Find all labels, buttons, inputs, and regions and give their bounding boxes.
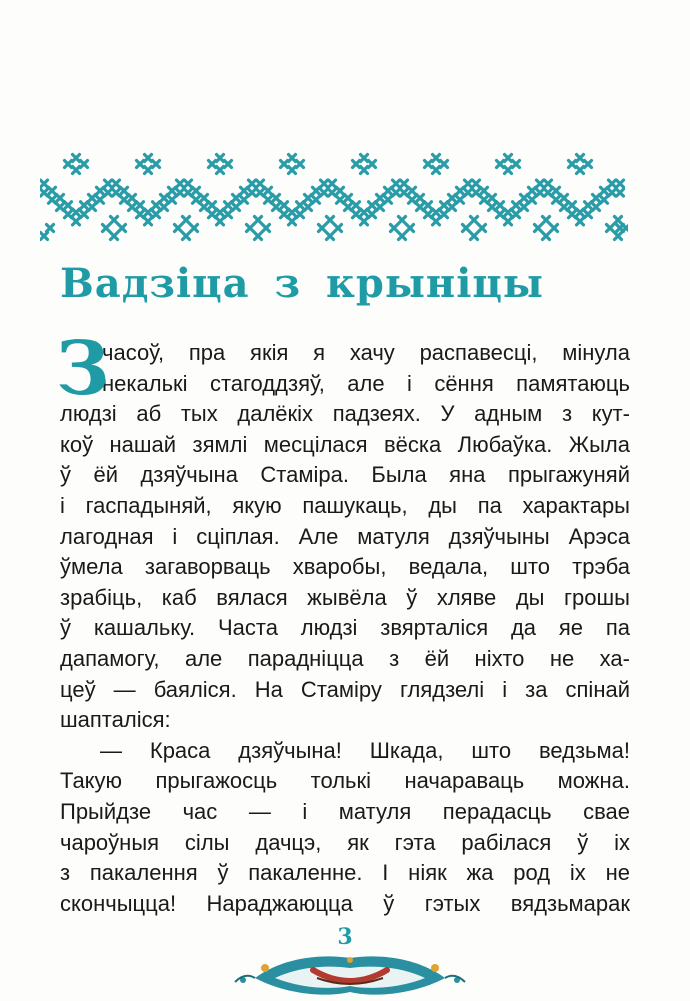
- text-line: ў ёй дзяўчына Стаміра. Была яна прыгажуняй: [60, 462, 630, 488]
- text-line: цеў — баяліся. На Стаміру глядзелі і за спінай: [60, 676, 630, 702]
- text-line: Такую прыгажосць толькі начараваць можна.: [60, 768, 630, 794]
- page-number: 3: [337, 924, 353, 950]
- text-line: чароўныя сілы дачцэ, як гэта рабілася ў іх: [60, 829, 630, 855]
- text-line: дапамогу, але парадніцца з ёй ніхто не ха-: [60, 645, 630, 671]
- text-line: зрабіць, каб вялася жывёла ў хляве ды грошы: [60, 584, 630, 610]
- text-line: і гаспадыняй, якую пашукаць, ды па характары: [60, 492, 630, 518]
- text-line: — Краса дзяўчына! Шкада, што ведзьма!: [100, 737, 630, 763]
- text-line: людзі аб тых далёкіх падзеях. У адным з кут-: [60, 401, 630, 427]
- text-line: з пакалення ў пакаленне. І ніяк жа род іх не: [60, 860, 630, 886]
- text-line: Прыйдзе час — і матуля перадасць свае: [60, 798, 630, 824]
- text-line: некалькі стагоддзяў, але і сёння памятаюць: [102, 370, 630, 396]
- drop-cap: З: [56, 326, 110, 412]
- text-line: скончыцца! Нараджаюцца ў гэтых вядзьмарак: [60, 890, 630, 916]
- text-line: часоў, пра якія я хачу распавесці, мінула: [102, 340, 630, 365]
- story-title: Вадзіца з крыніцы: [60, 260, 545, 307]
- text-line: ў кашальку. Часта людзі звярталіся да яе па: [60, 615, 630, 641]
- embroidery-ornament: [40, 150, 628, 242]
- story-text: [56, 326, 630, 919]
- text-line: коў нашай зямлі месцілася вёска Любаўка. Жыла: [60, 431, 630, 457]
- text-line: шапталіся:: [60, 707, 171, 733]
- text-line: ўмела загаворваць хваробы, ведала, што трэба: [60, 554, 630, 580]
- folk-ornament-decoration: [225, 948, 475, 1001]
- text-line: лагодная і сціплая. Але матуля дзяўчыны Арэса: [60, 523, 630, 549]
